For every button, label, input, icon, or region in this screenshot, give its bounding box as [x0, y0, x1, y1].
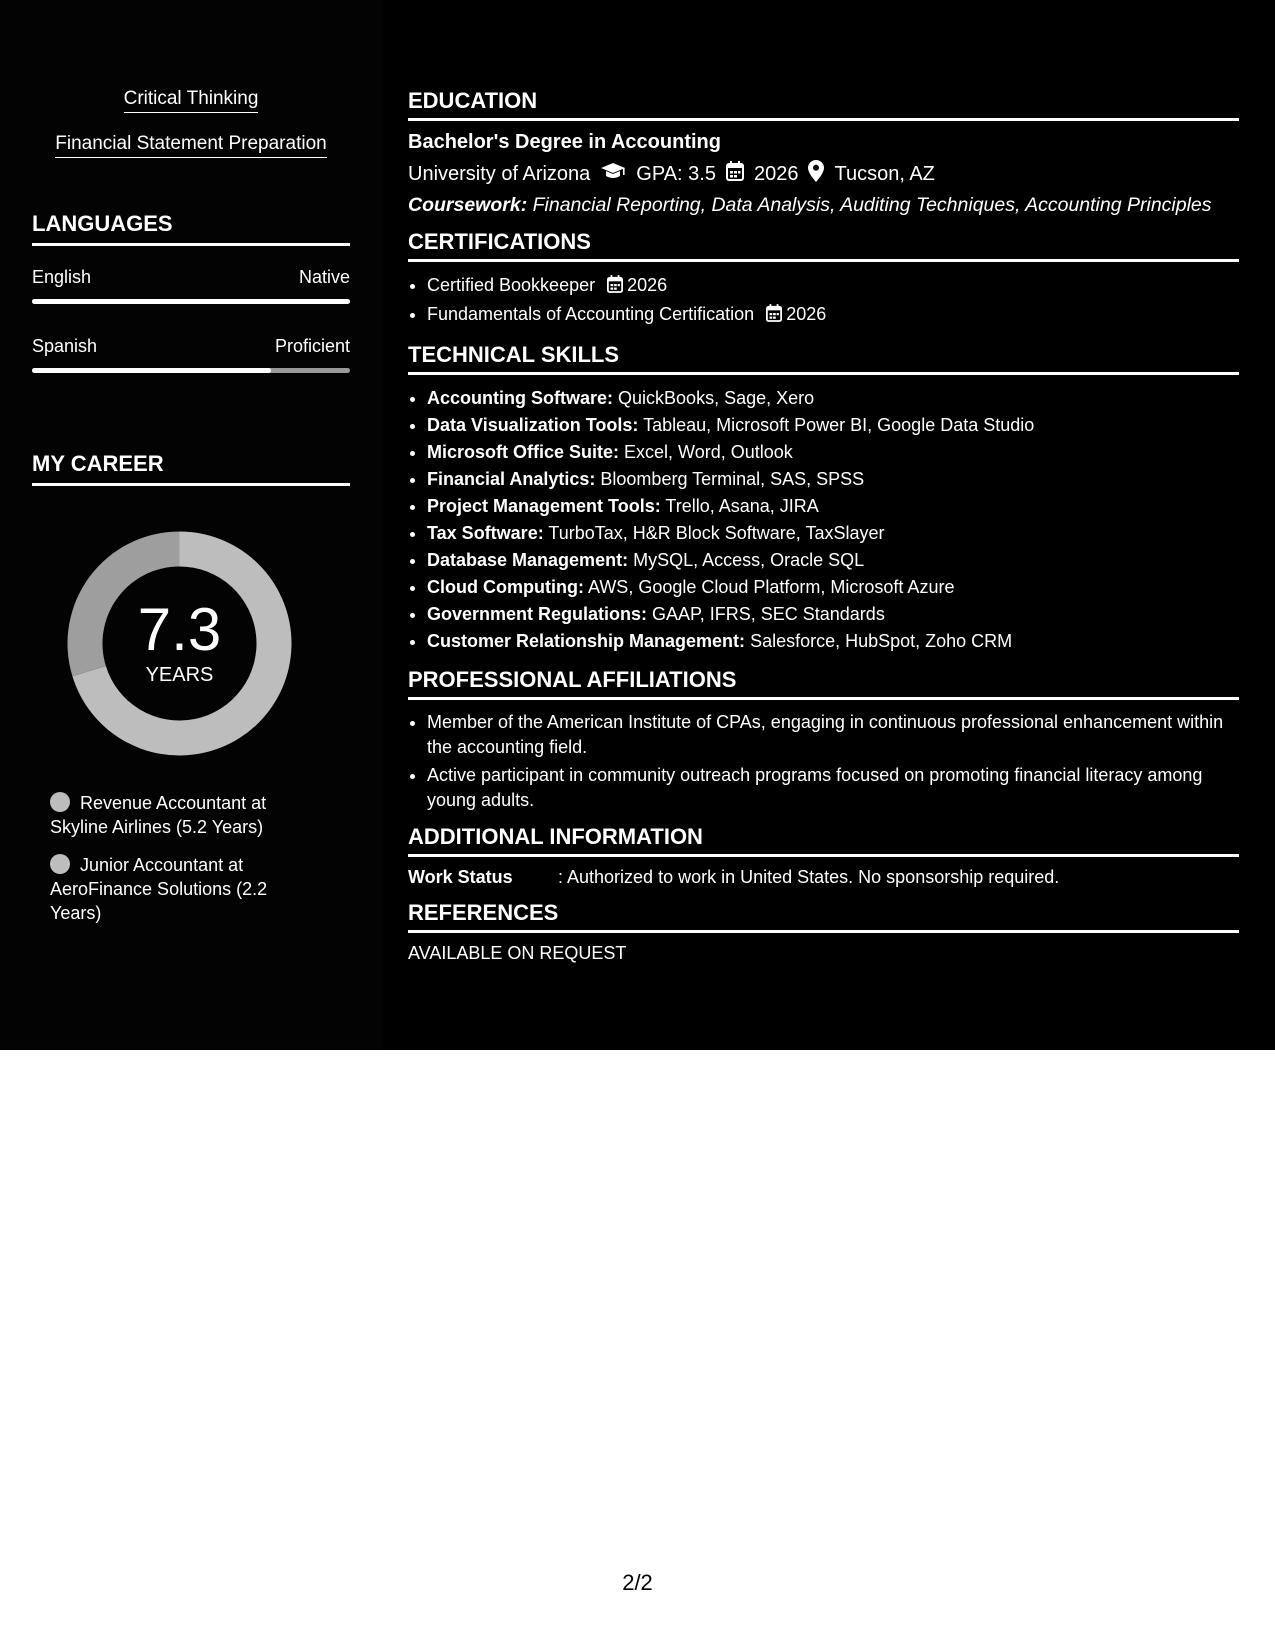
work-status-value: : Authorized to work in United States. No sponsorship required.	[558, 867, 1060, 887]
language-row-english	[32, 267, 350, 288]
skill-list-item	[427, 520, 1239, 547]
coursework-label: Coursework:	[408, 194, 528, 216]
technical-skills-section	[408, 342, 1239, 655]
language-name: English	[32, 267, 92, 287]
certifications-heading: CERTIFICATIONS	[408, 229, 1239, 262]
affiliations-heading: PROFESSIONAL AFFILIATIONS	[408, 667, 1239, 700]
skill-category: Government Regulations:	[427, 604, 648, 624]
language-bar-english	[32, 299, 350, 304]
skill-list-item	[427, 628, 1239, 655]
certification-item	[427, 301, 1239, 330]
affiliation-item: • Member of the American Institute of CPAs, engaging in continuous professional enhancement within the accounting field.	[427, 710, 1239, 759]
skill-list-item	[427, 466, 1239, 493]
skill-values: Tableau, Microsoft Power BI, Google Data Studio	[643, 415, 1035, 435]
education-details	[408, 160, 1239, 188]
skill-values: Salesforce, HubSpot, Zoho CRM	[750, 631, 1013, 651]
sidebar	[0, 0, 383, 1050]
certifications-list	[408, 272, 1239, 330]
skill-category: Project Management Tools:	[427, 496, 661, 516]
references-heading: REFERENCES	[408, 900, 1239, 933]
calendar-icon	[607, 274, 623, 301]
references-text: AVAILABLE ON REQUEST	[408, 943, 627, 963]
work-status-label: Work Status	[408, 867, 513, 887]
skill-values: QuickBooks, Sage, Xero	[618, 388, 815, 408]
additional-info-heading: ADDITIONAL INFORMATION	[408, 824, 1239, 857]
skill-values: AWS, Google Cloud Platform, Microsoft Azure	[587, 577, 955, 597]
skill-values: MySQL, Access, Oracle SQL	[633, 550, 865, 570]
certifications-section	[408, 229, 1239, 330]
work-status-row	[408, 867, 1239, 888]
skill-item	[32, 133, 350, 155]
skill-category: Data Visualization Tools:	[427, 415, 639, 435]
skill-category: Customer Relationship Management:	[427, 631, 746, 651]
languages-heading: LANGUAGES	[32, 211, 350, 246]
additional-info-section	[408, 824, 1239, 888]
education-section	[408, 88, 1239, 217]
main-content	[408, 88, 1239, 976]
calendar-icon	[726, 161, 744, 187]
skill-list-item	[427, 385, 1239, 412]
language-bar-spanish	[32, 368, 350, 373]
page-number: 2/2	[622, 1570, 653, 1595]
coursework	[408, 194, 1239, 217]
affiliations-section	[408, 667, 1239, 812]
career-years-label: YEARS	[145, 664, 214, 686]
legend-dot	[50, 854, 70, 874]
skill-values: Bloomberg Terminal, SAS, SPSS	[600, 469, 865, 489]
career-legend-label: Junior Accountant at AeroFinance Solutions (2.2 Years)	[50, 855, 268, 923]
skill-category: Accounting Software:	[427, 388, 614, 408]
skill-label: Critical Thinking	[124, 88, 259, 113]
calendar-icon	[766, 303, 782, 330]
language-level: Proficient	[274, 336, 350, 356]
degree-title: Bachelor's Degree in Accounting	[408, 131, 721, 153]
certification-name: Fundamentals of Accounting Certification	[427, 304, 755, 324]
certification-item	[427, 272, 1239, 301]
skill-values: TurboTax, H&R Block Software, TaxSlayer	[548, 523, 885, 543]
career-heading: MY CAREER	[32, 451, 350, 486]
legend-dot	[50, 792, 70, 812]
certification-year: 2026	[627, 275, 668, 295]
skill-values: GAAP, IFRS, SEC Standards	[652, 604, 885, 624]
language-name: Spanish	[32, 336, 98, 356]
skill-label: Financial Statement Preparation	[55, 133, 326, 158]
skill-category: Tax Software:	[427, 523, 544, 543]
language-bar-fill	[32, 299, 350, 304]
skill-list-item	[427, 493, 1239, 520]
graduation-year: 2026	[753, 162, 799, 185]
skill-category: Database Management:	[427, 550, 629, 570]
affiliation-item: • Active participant in community outreach programs focused on promoting financial literacy among young adults.	[427, 763, 1239, 812]
certification-name: Certified Bookkeeper	[427, 275, 596, 295]
coursework-list: Financial Reporting, Data Analysis, Auditing Techniques, Accounting Principles	[532, 194, 1212, 216]
career-total-years: 7.3	[137, 596, 222, 663]
technical-skills-list	[408, 385, 1239, 655]
skill-category: Microsoft Office Suite:	[427, 442, 620, 462]
technical-skills-heading: TECHNICAL SKILLS	[408, 342, 1239, 375]
school-name: University of Arizona	[408, 162, 591, 185]
skill-item	[32, 88, 350, 110]
career-legend-label: Revenue Accountant at Skyline Airlines (5.2 Years)	[50, 793, 267, 837]
skill-list-item	[427, 601, 1239, 628]
education-heading: EDUCATION	[408, 88, 1239, 121]
skill-list-item	[427, 547, 1239, 574]
graduation-cap-icon	[600, 161, 626, 187]
skill-list-item	[427, 439, 1239, 466]
career-legend-item	[50, 853, 290, 925]
location-pin-icon	[808, 160, 824, 188]
career-legend-item	[50, 791, 290, 839]
certification-year: 2026	[786, 304, 827, 324]
language-row-spanish	[32, 336, 350, 357]
language-bar-fill	[32, 368, 271, 373]
skill-list-item	[427, 412, 1239, 439]
skill-category: Financial Analytics:	[427, 469, 596, 489]
skill-list-item	[427, 574, 1239, 601]
skill-values: Trello, Asana, JIRA	[665, 496, 819, 516]
gpa: GPA: 3.5	[636, 162, 716, 185]
affiliations-list	[408, 710, 1239, 812]
references-section	[408, 900, 1239, 964]
school-location: Tucson, AZ	[834, 162, 935, 185]
skill-category: Cloud Computing:	[427, 577, 584, 597]
skill-values: Excel, Word, Outlook	[624, 442, 793, 462]
language-level: Native	[298, 267, 350, 287]
